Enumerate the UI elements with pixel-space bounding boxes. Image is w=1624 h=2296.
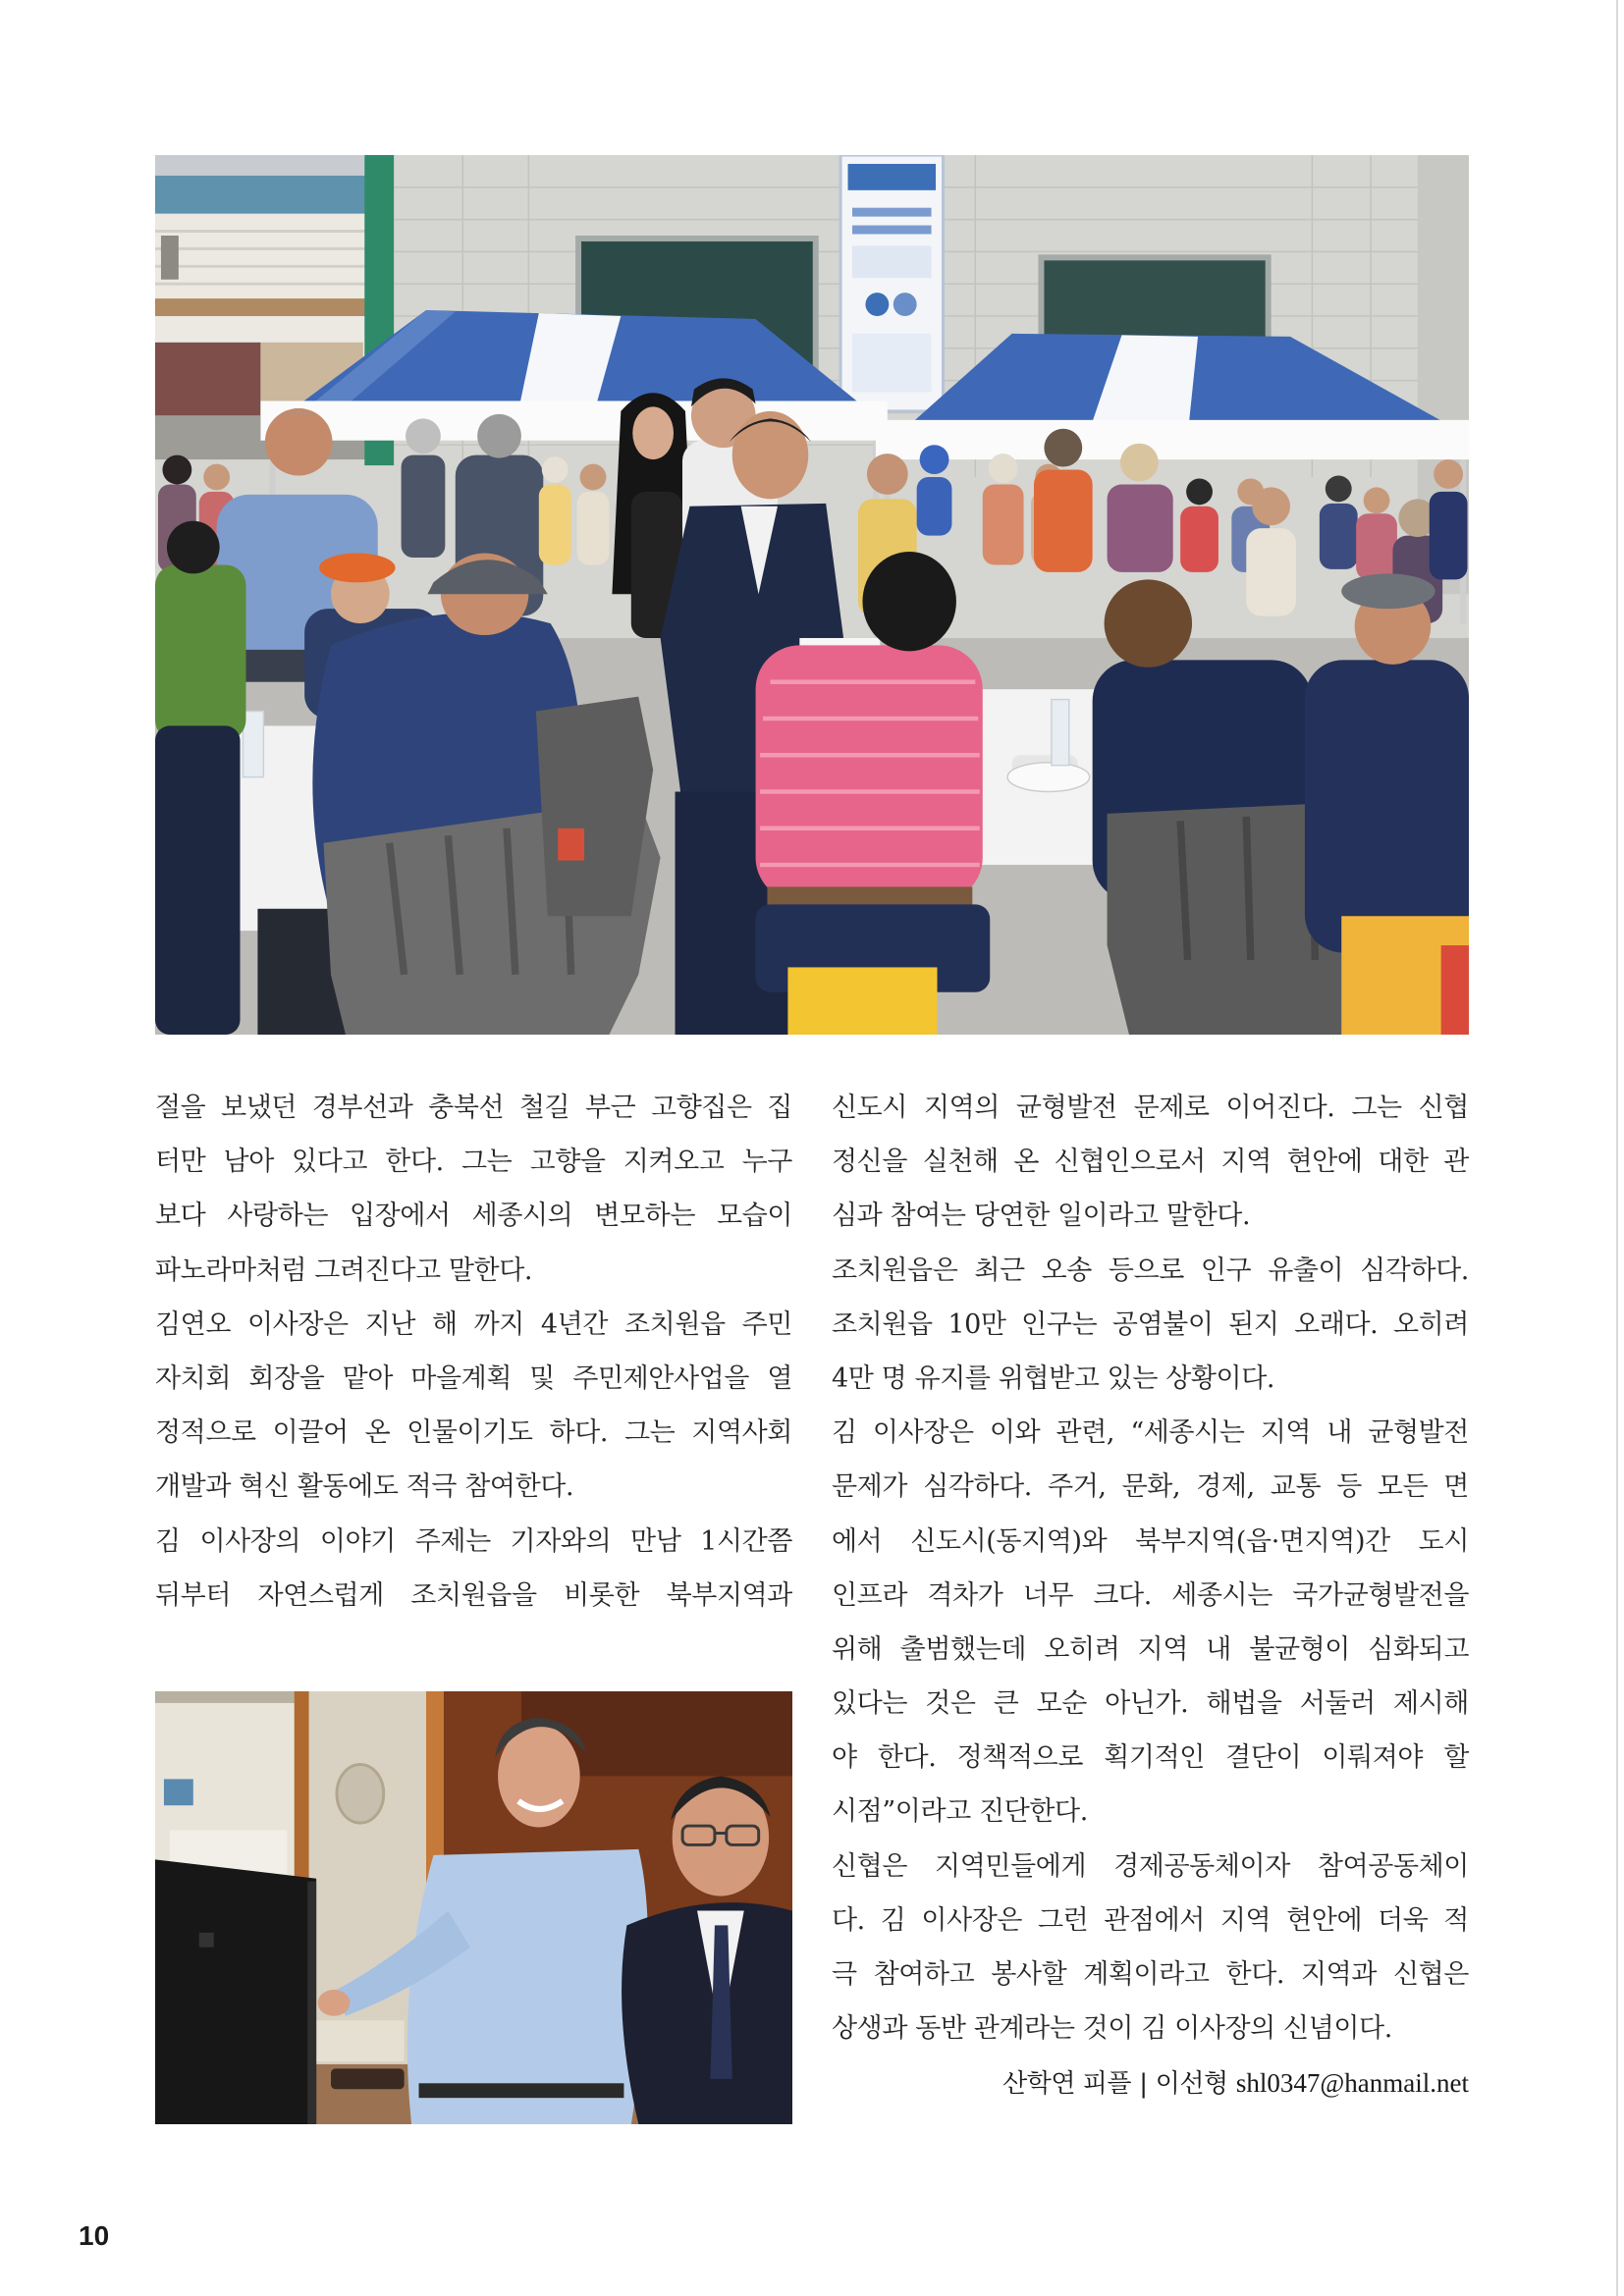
office-photo-illustration: [155, 1691, 792, 2124]
text-line: 위해 출범했는데 오히려 지역 내 불균형이 심화되고: [832, 1633, 1469, 1665]
text-line: 신협은 지역민들에게 경제공동체이자 참여공동체이: [832, 1850, 1469, 1882]
text-line: 보다 사랑하는 입장에서 세종시의 변모하는 모습이: [155, 1201, 792, 1232]
article-column-right: [832, 1081, 1469, 2056]
paragraph: [832, 1840, 1469, 2056]
text-line: 김 이사장의 이야기 주제는 기자와의 만남 1시간쯤: [155, 1525, 792, 1557]
paragraph: [155, 1515, 792, 1623]
text-line: 자치회 회장을 맡아 마을계획 및 주민제안사업을 열: [155, 1362, 792, 1394]
byline: [832, 2056, 1469, 2110]
text-line: 있다는 것은 큰 모순 아닌가. 해법을 서둘러 제시해: [832, 1688, 1469, 1720]
text-line: 야 한다. 정책적으로 획기적인 결단이 이뤄져야 할: [832, 1742, 1469, 1774]
text-line: 개발과 혁신 활동에도 적극 참여한다.: [155, 1471, 574, 1503]
office-photo: [155, 1691, 792, 2124]
text-line: 다. 김 이사장은 그런 관점에서 지역 현안에 더욱 적: [832, 1904, 1469, 1936]
paragraph: [155, 1081, 792, 1298]
text-line: 김연오 이사장은 지난 해 까지 4년간 조치원읍 주민: [155, 1308, 792, 1340]
text-line: 김 이사장은 이와 관련, “세종시는 지역 내 균형발전: [832, 1417, 1469, 1449]
text-line: 시점”이라고 진단한다.: [832, 1796, 1088, 1828]
people-left-edge: [155, 521, 245, 1035]
article-column-left: [155, 1081, 792, 1623]
page-number: 10: [79, 2220, 110, 2251]
text-line: 상생과 동반 관계라는 것이 김 이사장의 신념이다.: [832, 2013, 1392, 2045]
text-line: 조치원읍 10만 인구는 공염불이 된지 오래다. 오히려: [832, 1308, 1469, 1340]
text-line: 조치원읍은 최근 오송 등으로 인구 유출이 심각하다.: [832, 1255, 1469, 1286]
text-line: 심과 참여는 당연한 일이라고 말한다.: [832, 1201, 1251, 1232]
text-line: 정신을 실천해 온 신협인으로서 지역 현안에 대한 관: [832, 1147, 1469, 1178]
text-line: 극 참여하고 봉사할 계획이라고 한다. 지역과 신협은: [832, 1959, 1469, 1990]
text-line: 절을 보냈던 경부선과 충북선 철길 부근 고향집은 집: [155, 1093, 792, 1123]
byline-section: 산학연 피플: [1002, 2069, 1131, 2099]
event-photo: [155, 155, 1469, 1035]
text-line: 문제가 심각하다. 주거, 문화, 경제, 교통 등 모든 면: [832, 1471, 1469, 1503]
text-line: 터만 남아 있다고 한다. 그는 고향을 지켜오고 누구: [155, 1147, 792, 1178]
byline-email[interactable]: shl0347@hanmail.net: [1235, 2068, 1469, 2098]
paragraph: [155, 1298, 792, 1515]
text-line: 4만 명 유지를 위협받고 있는 상황이다.: [832, 1362, 1275, 1394]
text-line: 파노라마처럼 그려진다고 말한다.: [155, 1255, 533, 1286]
text-line: 인프라 격차가 너무 크다. 세종시는 국가균형발전을: [832, 1579, 1469, 1611]
page-edge-divider: [1616, 0, 1618, 2296]
computer-monitor: [155, 1859, 316, 2124]
event-photo-illustration: [155, 155, 1469, 1035]
text-line: 신도시 지역의 균형발전 문제로 이어진다. 그는 신협: [832, 1093, 1469, 1123]
text-line: 정적으로 이끌어 온 인물이기도 하다. 그는 지역사회: [155, 1417, 792, 1449]
paragraph: [832, 1406, 1469, 1840]
paragraph: [832, 1081, 1469, 1244]
paragraph: [832, 1244, 1469, 1407]
text-line: 에서 신도시(동지역)와 북부지역(읍·면지역)간 도시: [832, 1525, 1469, 1557]
byline-separator: |: [1139, 2069, 1148, 2099]
byline-author: 이선형: [1155, 2069, 1228, 2099]
text-line: 뒤부터 자연스럽게 조치원읍을 비롯한 북부지역과: [155, 1579, 792, 1611]
